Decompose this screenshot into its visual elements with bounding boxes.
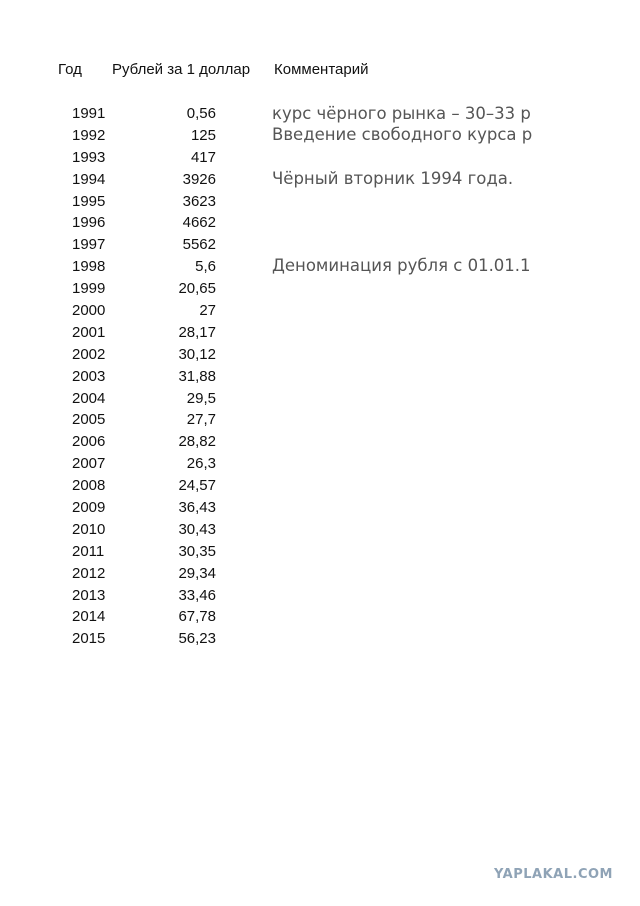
rate-cell: 67,78 — [178, 608, 216, 626]
table-row — [0, 453, 640, 475]
rate-cell: 29,5 — [186, 389, 216, 407]
rate-cell: 30,43 — [178, 520, 216, 538]
rate-cell: 56,23 — [178, 630, 216, 648]
year-cell: 2007 — [72, 455, 106, 473]
rate-cell: 31,88 — [178, 367, 216, 385]
table-row — [0, 585, 640, 607]
rate-cell: 26,3 — [186, 455, 216, 473]
year-cell: 1999 — [72, 280, 106, 298]
table-row — [0, 300, 640, 322]
year-cell: 2009 — [72, 499, 106, 517]
comment-1994: Чёрный вторник 1994 года. — [272, 169, 514, 188]
rate-cell: 5,6 — [195, 258, 216, 276]
year-cell: 2000 — [72, 302, 106, 320]
rate-cell: 36,43 — [178, 499, 216, 517]
table-row — [0, 497, 640, 519]
year-cell: 1994 — [72, 170, 106, 188]
year-cell: 2004 — [72, 389, 106, 407]
year-cell: 2006 — [72, 433, 106, 451]
rate-cell: 30,35 — [178, 542, 216, 560]
year-cell: 1995 — [72, 192, 106, 210]
year-cell: 1998 — [72, 258, 106, 276]
rate-cell: 29,34 — [178, 564, 216, 582]
rate-cell: 125 — [190, 126, 216, 144]
table-row — [0, 322, 640, 344]
comment-column — [272, 103, 546, 303]
year-cell: 2011 — [72, 542, 105, 560]
year-cell: 2014 — [72, 608, 106, 626]
rate-cell: 27 — [199, 302, 216, 320]
year-cell: 2008 — [72, 477, 106, 495]
year-cell: 2012 — [72, 564, 106, 582]
year-cell: 2010 — [72, 520, 106, 538]
year-cell: 1997 — [72, 236, 106, 254]
year-cell: 2005 — [72, 411, 106, 429]
rate-cell: 20,65 — [178, 280, 216, 298]
table-row — [0, 628, 640, 650]
rate-cell: 28,17 — [178, 323, 216, 341]
rate-cell: 27,7 — [186, 411, 216, 429]
table-row — [0, 409, 640, 431]
year-cell: 2003 — [72, 367, 106, 385]
comment-1991: курс чёрного рынка – 30–33 р — [272, 104, 531, 123]
comment-1998: Деноминация рубля с 01.01.1 — [272, 256, 531, 275]
table-row — [0, 519, 640, 541]
header-year: Год — [58, 61, 82, 78]
year-cell: 1991 — [72, 105, 106, 122]
comment-1992: Введение свободного курса р — [272, 125, 533, 144]
header-rubles-per-dollar: Рублей за 1 доллар — [112, 61, 251, 78]
rate-cell: 3926 — [182, 170, 216, 188]
year-cell: 2015 — [72, 630, 106, 648]
rate-cell: 4662 — [182, 214, 216, 232]
table-row — [0, 475, 640, 497]
year-cell: 1993 — [72, 148, 106, 166]
table-row — [0, 431, 640, 453]
table-row — [0, 388, 640, 410]
year-cell: 1992 — [72, 126, 106, 144]
header-comment: Комментарий — [274, 61, 369, 78]
rate-cell: 417 — [190, 148, 216, 166]
table-row — [0, 541, 640, 563]
table-row — [0, 563, 640, 585]
rate-cell: 33,46 — [178, 586, 216, 604]
year-cell: 2013 — [72, 586, 106, 604]
table-row — [0, 344, 640, 366]
watermark-logo: YAPLAKAL.COM — [494, 867, 613, 882]
rate-cell: 5562 — [182, 236, 216, 254]
year-cell: 1996 — [72, 214, 106, 232]
year-cell: 2002 — [72, 345, 106, 363]
rate-cell: 0,56 — [186, 105, 216, 122]
table-row — [0, 606, 640, 628]
year-cell: 2001 — [72, 323, 106, 341]
rate-cell: 24,57 — [178, 477, 216, 495]
rate-cell: 3623 — [182, 192, 216, 210]
rate-cell: 28,82 — [178, 433, 216, 451]
table-row — [0, 366, 640, 388]
rate-cell: 30,12 — [178, 345, 216, 363]
